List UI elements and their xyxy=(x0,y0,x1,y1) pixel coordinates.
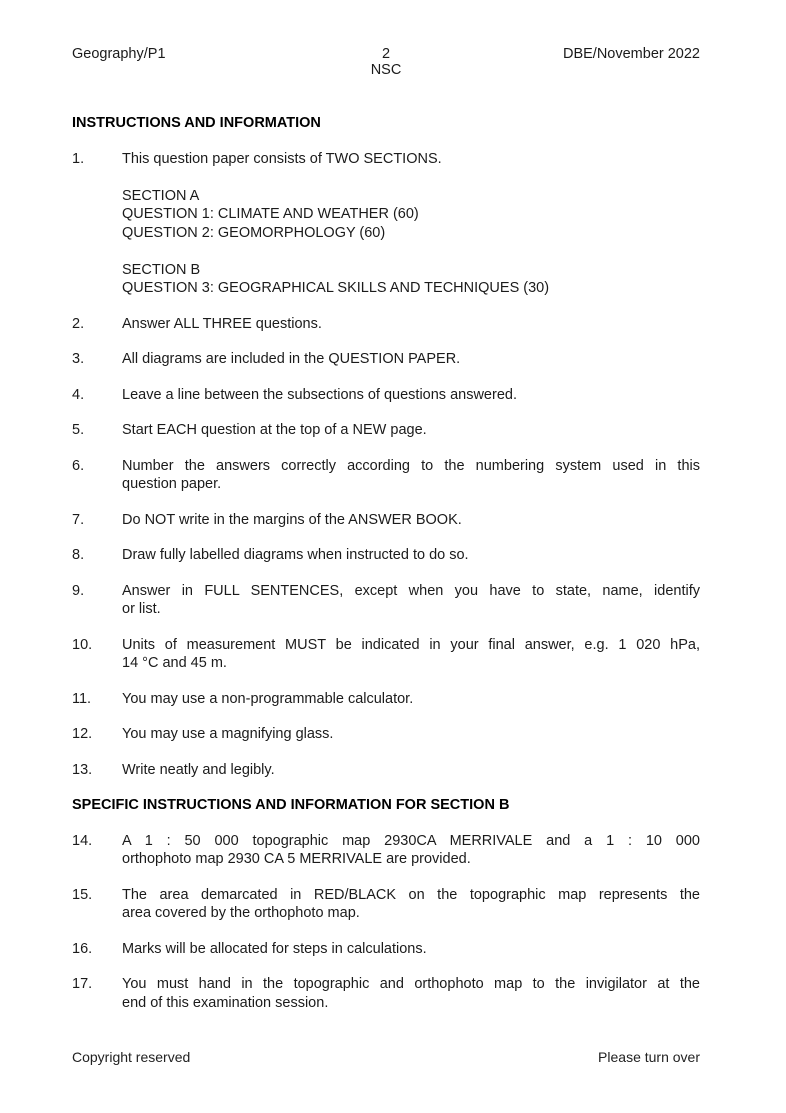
question-3-line: QUESTION 3: GEOGRAPHICAL SKILLS AND TECHNIQUES (30) xyxy=(122,280,550,296)
exam-session: DBE/November 2022 xyxy=(562,46,700,62)
instruction-line: Leave a line between the subsections of questions answered. xyxy=(122,386,517,403)
item-number: 11. xyxy=(72,690,92,707)
document-code: Geography/P1 xyxy=(72,46,166,62)
instruction-item-9 xyxy=(72,582,700,619)
item-number: 7. xyxy=(72,511,85,528)
item-number: 1. xyxy=(72,150,85,167)
item-number: 13. xyxy=(72,761,93,778)
instruction-line: Draw fully labelled diagrams when instructed to do so. xyxy=(122,547,469,563)
instruction-item-10 xyxy=(72,636,700,673)
page-header xyxy=(72,46,700,78)
item-number: 5. xyxy=(72,422,85,438)
question-1-line: QUESTION 1: CLIMATE AND WEATHER (60) xyxy=(122,206,419,222)
instructions-heading: INSTRUCTIONS AND INFORMATION xyxy=(72,115,321,131)
instruction-item-2 xyxy=(72,315,700,334)
item-number: 16. xyxy=(72,940,93,957)
instruction-line: orthophoto map 2930 CA 5 MERRIVALE are provided. xyxy=(122,851,471,867)
item-number: 9. xyxy=(72,582,85,599)
instruction-line: Units of measurement MUST be indicated in your final answer, e.g. 1 020 hPa, xyxy=(122,636,700,653)
instruction-line: 14 °C and 45 m. xyxy=(122,655,227,671)
instruction-item-12 xyxy=(72,725,700,744)
instruction-item-3 xyxy=(72,350,700,369)
section-b-heading: SPECIFIC INSTRUCTIONS AND INFORMATION FOR SECTION B xyxy=(72,797,510,813)
instruction-item-7 xyxy=(72,511,700,530)
item-number: 2. xyxy=(72,315,85,332)
instruction-item-17 xyxy=(72,975,700,1012)
instruction-line: Marks will be allocated for steps in calculations. xyxy=(122,940,427,957)
instruction-line: Answer in FULL SENTENCES, except when you have to state, name, identify xyxy=(122,582,700,599)
instruction-line: You must hand in the topographic and orthophoto map to the invigilator at the xyxy=(122,976,700,992)
instruction-line: Answer ALL THREE questions. xyxy=(122,315,322,332)
instruction-line: end of this examination session. xyxy=(122,994,329,1011)
item-text xyxy=(122,150,700,298)
instruction-line: Number the answers correctly according to the numbering system used in this xyxy=(122,457,700,474)
instruction-line: You may use a magnifying glass. xyxy=(122,726,334,742)
page-number: 2 xyxy=(381,46,391,62)
section-a-title: SECTION A xyxy=(122,187,200,204)
instruction-line: area covered by the orthophoto map. xyxy=(122,905,360,921)
instruction-line: Do NOT write in the margins of the ANSWER BOOK. xyxy=(122,511,462,528)
instruction-item-6 xyxy=(72,457,700,494)
turn-over-label: Please turn over xyxy=(598,1049,700,1065)
instruction-line: This question paper consists of TWO SECTIONS. xyxy=(122,150,442,167)
instruction-item-14 xyxy=(72,832,700,869)
item-number: 3. xyxy=(72,351,85,367)
item-number: 14. xyxy=(72,832,93,849)
instruction-item-1 xyxy=(72,150,700,298)
page-footer xyxy=(72,1049,700,1065)
instruction-line: The area demarcated in RED/BLACK on the topographic map represents the xyxy=(122,886,700,903)
instruction-line: You may use a non-programmable calculator. xyxy=(122,690,414,707)
instruction-line: Start EACH question at the top of a NEW page. xyxy=(122,422,427,438)
instruction-item-16 xyxy=(72,940,700,959)
item-number: 6. xyxy=(72,457,85,474)
nsc-label: NSC xyxy=(370,62,402,78)
instruction-line: or list. xyxy=(122,601,161,617)
instruction-item-4 xyxy=(72,386,700,405)
item-number: 17. xyxy=(72,976,93,992)
instruction-item-15 xyxy=(72,886,700,923)
instruction-line: Write neatly and legibly. xyxy=(122,761,275,778)
instruction-item-8 xyxy=(72,546,700,565)
instruction-line: question paper. xyxy=(122,476,222,492)
instruction-line: All diagrams are included in the QUESTION PAPER. xyxy=(122,351,461,367)
item-number: 10. xyxy=(72,636,93,653)
item-number: 12. xyxy=(72,726,93,742)
question-2-line: QUESTION 2: GEOMORPHOLOGY (60) xyxy=(122,224,386,241)
page-number-block xyxy=(306,46,466,78)
item-number: 4. xyxy=(72,386,85,403)
instruction-item-13 xyxy=(72,761,700,780)
instruction-line: A 1 : 50 000 topographic map 2930CA MERRIVALE and a 1 : 10 000 xyxy=(122,832,700,849)
section-b-title: SECTION B xyxy=(122,261,201,278)
item-number: 15. xyxy=(72,886,93,903)
copyright-label: Copyright reserved xyxy=(72,1049,191,1065)
instruction-item-11 xyxy=(72,690,700,709)
instruction-item-5 xyxy=(72,421,700,440)
item-number: 8. xyxy=(72,547,85,563)
